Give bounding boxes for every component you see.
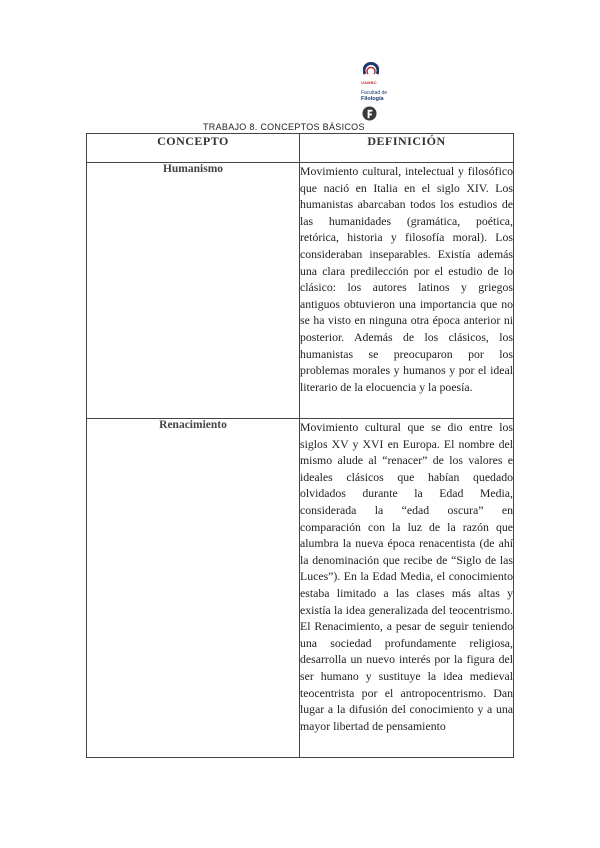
faculty-emblem-icon [362,106,377,121]
university-name: UAMBC [361,80,377,85]
concept-cell: Humanismo [87,163,300,419]
faculty-line-1: Facultad de [361,90,388,96]
definition-clip [300,419,513,751]
faculty-line-2: Filología [361,96,384,102]
table-header-row [87,134,514,163]
university-arc-icon [363,62,379,78]
header-concept: CONCEPTO [87,134,300,163]
header-definition: DEFINICIÓN [300,134,514,163]
definition-text: Movimiento cultural, intelectual y filosófico que nació en Italia en el siglo XIV. Los humanistas abarcaban todos los estudios de las humanidades (gramática, poética, retórica, historia y filosofía moral). Los consideraban inseparables. Existía además una clara predilección por el estudio de lo clásico: los autores latinos y griegos antiguos obtuvieron una importancia que no se ha visto en ninguna otra época anterior ni posterior. Además de los clásicos, los humanistas se preocuparon por los problemas morales y humanos y por el ideal literario de la elocuencia y la poesía. [300,164,513,394]
document-title: TRABAJO 8. CONCEPTOS BÁSICOS [203,122,365,132]
table-row [87,419,514,758]
definition-cell [300,419,514,758]
concept-cell: Renacimiento [87,419,300,758]
definition-cell [300,163,514,419]
concepts-table [86,133,514,758]
table-row [87,163,514,419]
definition-text: Movimiento cultural que se dio entre los siglos XV y XVI en Europa. El nombre del mismo alude al “renacer” de los valores e ideales clásicos que habían quedado olvidados durante la Edad Media, considerada la “edad oscura” en comparación con la luz de la razón que alumbra la nueva época renacentista (de ahí la denominación que recibe de “Siglo de las Luces”). En la Edad Media, el conocimiento estaba limitado a las clases más altas y existía la idea generalizada del teocentrismo. El Renacimiento, a pesar de seguir teniendo una sociedad profundamente religiosa, desarrolla un nuevo interés por la figura del ser humano y sustituye la idea medieval teocentrista por el antropocentrismo. Dan lugar a la difusión del conocimiento y a una mayor libertad de pensamiento [300,420,513,733]
faculty-logo [359,60,399,126]
